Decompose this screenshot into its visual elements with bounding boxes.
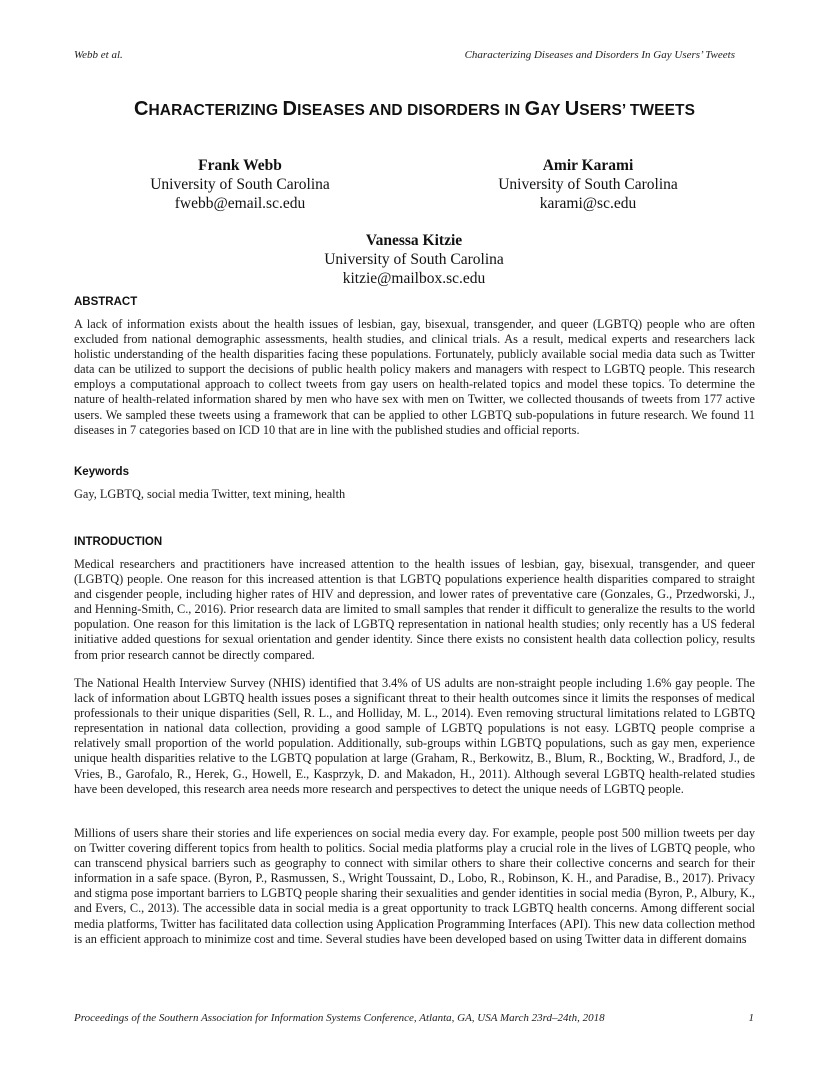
author-name: Vanessa Kitzie (365, 232, 463, 249)
title-small-caps: SERS’ TWEETS (579, 102, 696, 119)
author-affiliation: University of South Carolina (324, 251, 504, 268)
running-header (74, 49, 735, 63)
title-small-caps: HARACTERIZING (148, 102, 283, 119)
footer-proceedings: Proceedings of the Southern Association for Information Systems Conference, Atlanta, GA, USA March 23rd–24th, 2018 (74, 1012, 605, 1024)
title-cap: G (524, 98, 541, 120)
author-email[interactable]: kitzie@mailbox.sc.edu (342, 270, 486, 287)
author-name: Frank Webb (198, 157, 282, 174)
abstract-heading: ABSTRACT (74, 296, 138, 308)
author-email[interactable]: karami@sc.edu (539, 195, 637, 212)
title-small-caps: AY (540, 102, 565, 119)
author-name: Amir Karami (542, 157, 634, 174)
page-footer (74, 1012, 754, 1026)
title-cap: C (133, 98, 149, 120)
title-small-caps: ISEASES AND DISORDERS IN (297, 102, 525, 119)
keywords-heading: Keywords (74, 466, 129, 478)
keywords-text: Gay, LGBTQ, social media Twitter, text mining, health (74, 487, 346, 501)
author-affiliation: University of South Carolina (498, 176, 678, 193)
abstract-text: A lack of information exists about the health issues of lesbian, gay, bisexual, transgender, and queer (LGBTQ) people who are often excluded from national demographic assessments, health studies, and clinical trials. As a result, medical experts and researchers lack holistic understanding of the health disparities facing these populations. Fortunately, publicly available social media data such as Twitter data can be utilized to support the decisions of public health policy makers and managers with respect to LGBTQ people. This research employs a computational approach to collect tweets from gay users on health-related topics and model these topics. To determine the nature of health-related information shared by men who have sex with men on Twitter, we collected thousands of tweets from 177 active users. We sampled these tweets using a framework that can be applied to other LGBTQ sub-populations in future research. We found 11 diseases in 7 categories based on ICD 10 that are in line with the published studies and official reports. (74, 317, 755, 437)
author-email[interactable]: fwebb@email.sc.edu (174, 195, 306, 212)
running-header-authors: Webb et al. (74, 49, 123, 61)
title-cap: U (564, 98, 580, 120)
title-cap: D (282, 98, 298, 120)
running-header-title: Characterizing Diseases and Disorders In Gay Users’ Tweets (464, 49, 735, 61)
author-block (274, 231, 554, 288)
intro-paragraph-3: Millions of users share their stories and life experiences on social media every day. For example, people post 500 million tweets per day on Twitter covering different topics from health to politics. Social media platforms play a crucial role in the lives of LGBTQ people, who can transcend physical barriers such as geography to connect with similar others to share their collective concerns and search for their information in a safe space. (Byron, P., Rasmussen, S., Wright Toussaint, D., Lobo, R., Robinson, K. H., and Paradise, B., 2017). Privacy and stigma pose important barriers to LGBTQ people sharing their sexualities and gender identities in social media (Byron, P., Albury, K., and Evers, C., 2013). The accessible data in social media is a great opportunity to track LGBTQ health concerns. Among different social media platforms, Twitter has facilitated data collection using Application Programming Interfaces (API). This new data collection method is an efficient approach to minimize cost and time. Several studies have been developed based on using Twitter data in different domains (74, 826, 755, 946)
author-block (448, 156, 728, 213)
intro-paragraph-2: The National Health Interview Survey (NHIS) identified that 3.4% of US adults are non-straight people including 1.6% gay people. The lack of information about LGBTQ health issues poses a significant threat to their health outcomes since it limits the responses of medical professionals to their unique disparities (Sell, R. L., and Holliday, M. L., 2014). Even removing structural limitations related to LGBTQ representation in national data collection, providing a good sample of LGBTQ populations is not easy. LGBTQ people comprise a relatively small proportion of the world population. Additionally, sub-groups within LGBTQ populations, such as gay men, experience unique health disparities relative to the LGBTQ population at large (Graham, R., Berkowitz, B., Blum, R., Bockting, W., Bradford, J., de Vries, B., Garofalo, R., Herek, G., Howell, E., Kasprzyk, D. and Makadon, H., 2011). Although several LGBTQ health-related studies have been developed, this research area needs more research and perspectives to detect the unique needs of LGBTQ people. (74, 676, 755, 796)
author-block (100, 156, 380, 213)
intro-paragraph-1: Medical researchers and practitioners have increased attention to the health issues of lesbian, gay, bisexual, transgender, and queer (LGBTQ) people. One reason for this increased attention is that LGBTQ populations experience health disparities compared to straight and cisgender people, including higher rates of HIV and depression, and lower rates of preventative care (Gonzales, G., Przedworski, J., and Henning-Smith, C., 2016). Prior research data are limited to small samples that render it difficult to generalize the results to the world population. One reason for this limitation is the lack of LGBTQ representation in national health studies; only recently has a US federal initiative added questions for sexual orientation and gender identity. Since there exists no consistent health data collection policy, results from prior research cannot be directly compared. (74, 557, 755, 662)
author-affiliation: University of South Carolina (150, 176, 330, 193)
introduction-heading: INTRODUCTION (74, 536, 163, 548)
paper-title (74, 98, 755, 121)
page-number: 1 (748, 1012, 754, 1024)
